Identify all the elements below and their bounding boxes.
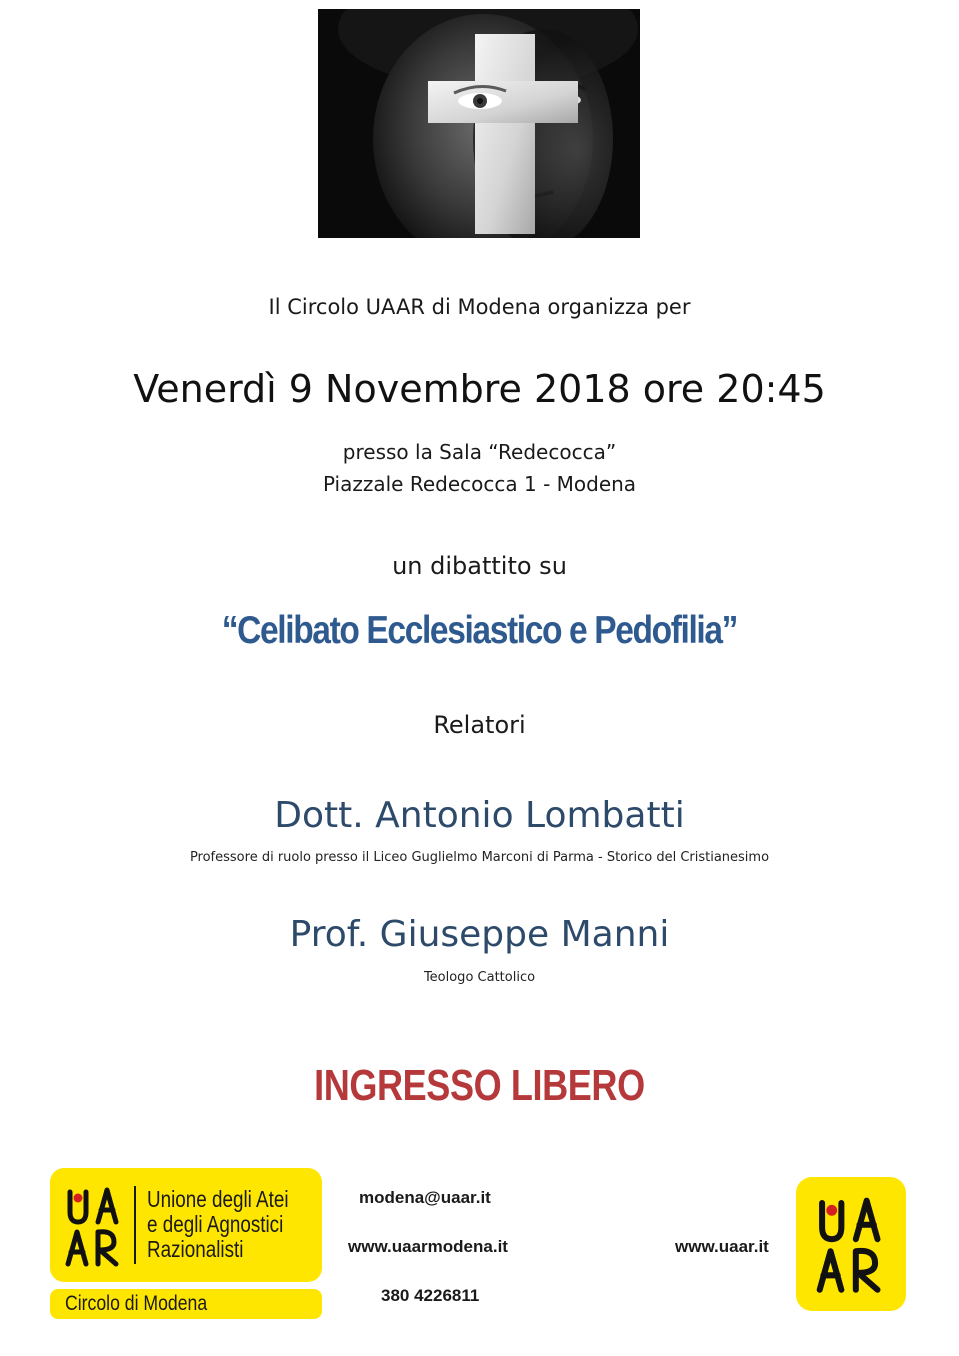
speaker-1-role: Professore di ruolo presso il Liceo Guglielmo Marconi di Parma - Storico del Cristianesimo	[189, 850, 770, 865]
free-entry-notice: INGRESSO LIBERO	[314, 1061, 645, 1110]
association-name-line-1: Unione degli Atei	[147, 1186, 289, 1212]
uaar-logo-mark-icon	[64, 1182, 124, 1270]
intro-text: Il Circolo UAAR di Modena organizza per	[268, 295, 691, 319]
speaker-2-name: Prof. Giuseppe Manni	[289, 914, 670, 955]
association-name-line-2: e degli Agnostici	[147, 1211, 284, 1237]
speakers-heading: Relatori	[433, 711, 526, 739]
event-datetime: Venerdì 9 Novembre 2018 ore 20:45	[133, 367, 826, 411]
speaker-1-name: Dott. Antonio Lombatti	[274, 795, 685, 836]
debate-intro: un dibattito su	[392, 552, 567, 580]
uaar-logo-badge	[796, 1177, 906, 1311]
local-circle-label: Circolo di Modena	[65, 1292, 208, 1315]
header-photo	[318, 9, 640, 238]
venue-line-2: Piazzale Redecocca 1 - Modena	[322, 472, 637, 496]
association-name-line-3: Razionalisti	[147, 1236, 244, 1262]
local-circle-badge	[50, 1289, 322, 1319]
logo-divider	[134, 1186, 136, 1264]
national-website-link[interactable]: www.uaar.it	[675, 1237, 769, 1256]
local-website-link[interactable]: www.uaarmodena.it	[348, 1237, 508, 1256]
venue-line-1: presso la Sala “Redecocca”	[342, 440, 617, 464]
debate-title: “Celibato Ecclesiastico e Pedofilia”	[221, 609, 738, 652]
uaar-association-logo	[50, 1168, 322, 1282]
contact-phone: 380 4226811	[381, 1286, 480, 1305]
speaker-2-role: Teologo Cattolico	[423, 970, 536, 985]
uaar-logo-mark-icon	[810, 1191, 892, 1297]
cross-on-face-photo	[318, 9, 640, 238]
contact-email-link[interactable]: modena@uaar.it	[359, 1188, 491, 1207]
